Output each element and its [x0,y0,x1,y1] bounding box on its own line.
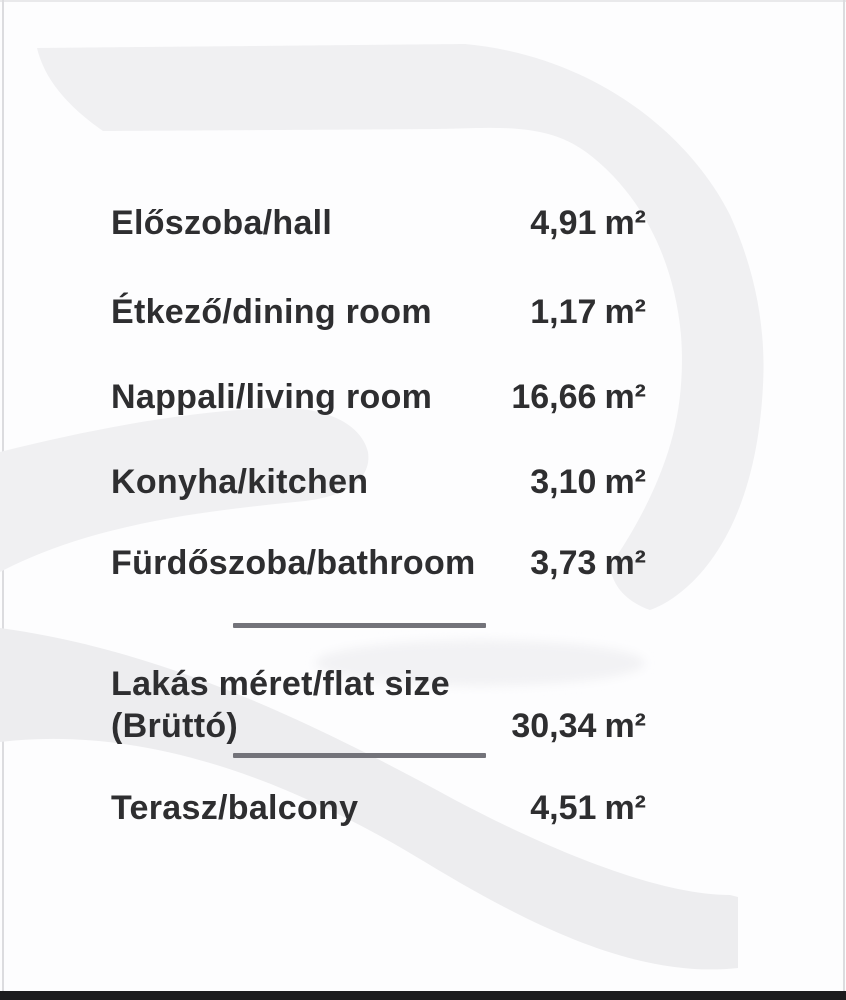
total-row-value [380,705,646,747]
room-row-value [380,461,646,503]
area-unit: m² [604,707,646,745]
area-number: 4,51 [530,789,597,827]
area-unit: m² [604,789,646,827]
room-row-label: Fürdőszoba/bathroom [111,544,476,582]
area-number: 16,66 [511,378,597,416]
right-hairline [843,0,845,1000]
room-row-label: Előszoba/hall [111,204,333,242]
area-number: 30,34 [511,707,597,745]
bottom-edge-bar [0,991,846,1000]
area-number: 4,91 [530,204,597,242]
area-unit: m² [604,544,646,582]
divider-line-bottom [233,753,486,758]
top-hairline [0,0,846,2]
area-unit: m² [604,378,646,416]
divider-line-top [233,623,486,628]
room-row-label: Konyha/kitchen [111,463,369,501]
room-row-label: Nappali/living room [111,378,433,416]
terrace-row-value [380,787,646,829]
total-label-line2: (Brüttó) [111,707,239,745]
total-label-line1: Lakás méret/flat size [111,665,450,703]
area-number: 3,73 [530,544,597,582]
room-row-value [380,542,646,584]
area-unit: m² [604,204,646,242]
room-row-value [380,376,646,418]
room-row-label: Étkező/dining room [111,293,432,331]
terrace-row-label: Terasz/balcony [111,789,359,827]
area-unit: m² [604,293,646,331]
room-row-value [380,202,646,244]
area-number: 1,17 [530,293,597,331]
area-number: 3,10 [530,463,597,501]
room-row-value [380,291,646,333]
area-unit: m² [604,463,646,501]
